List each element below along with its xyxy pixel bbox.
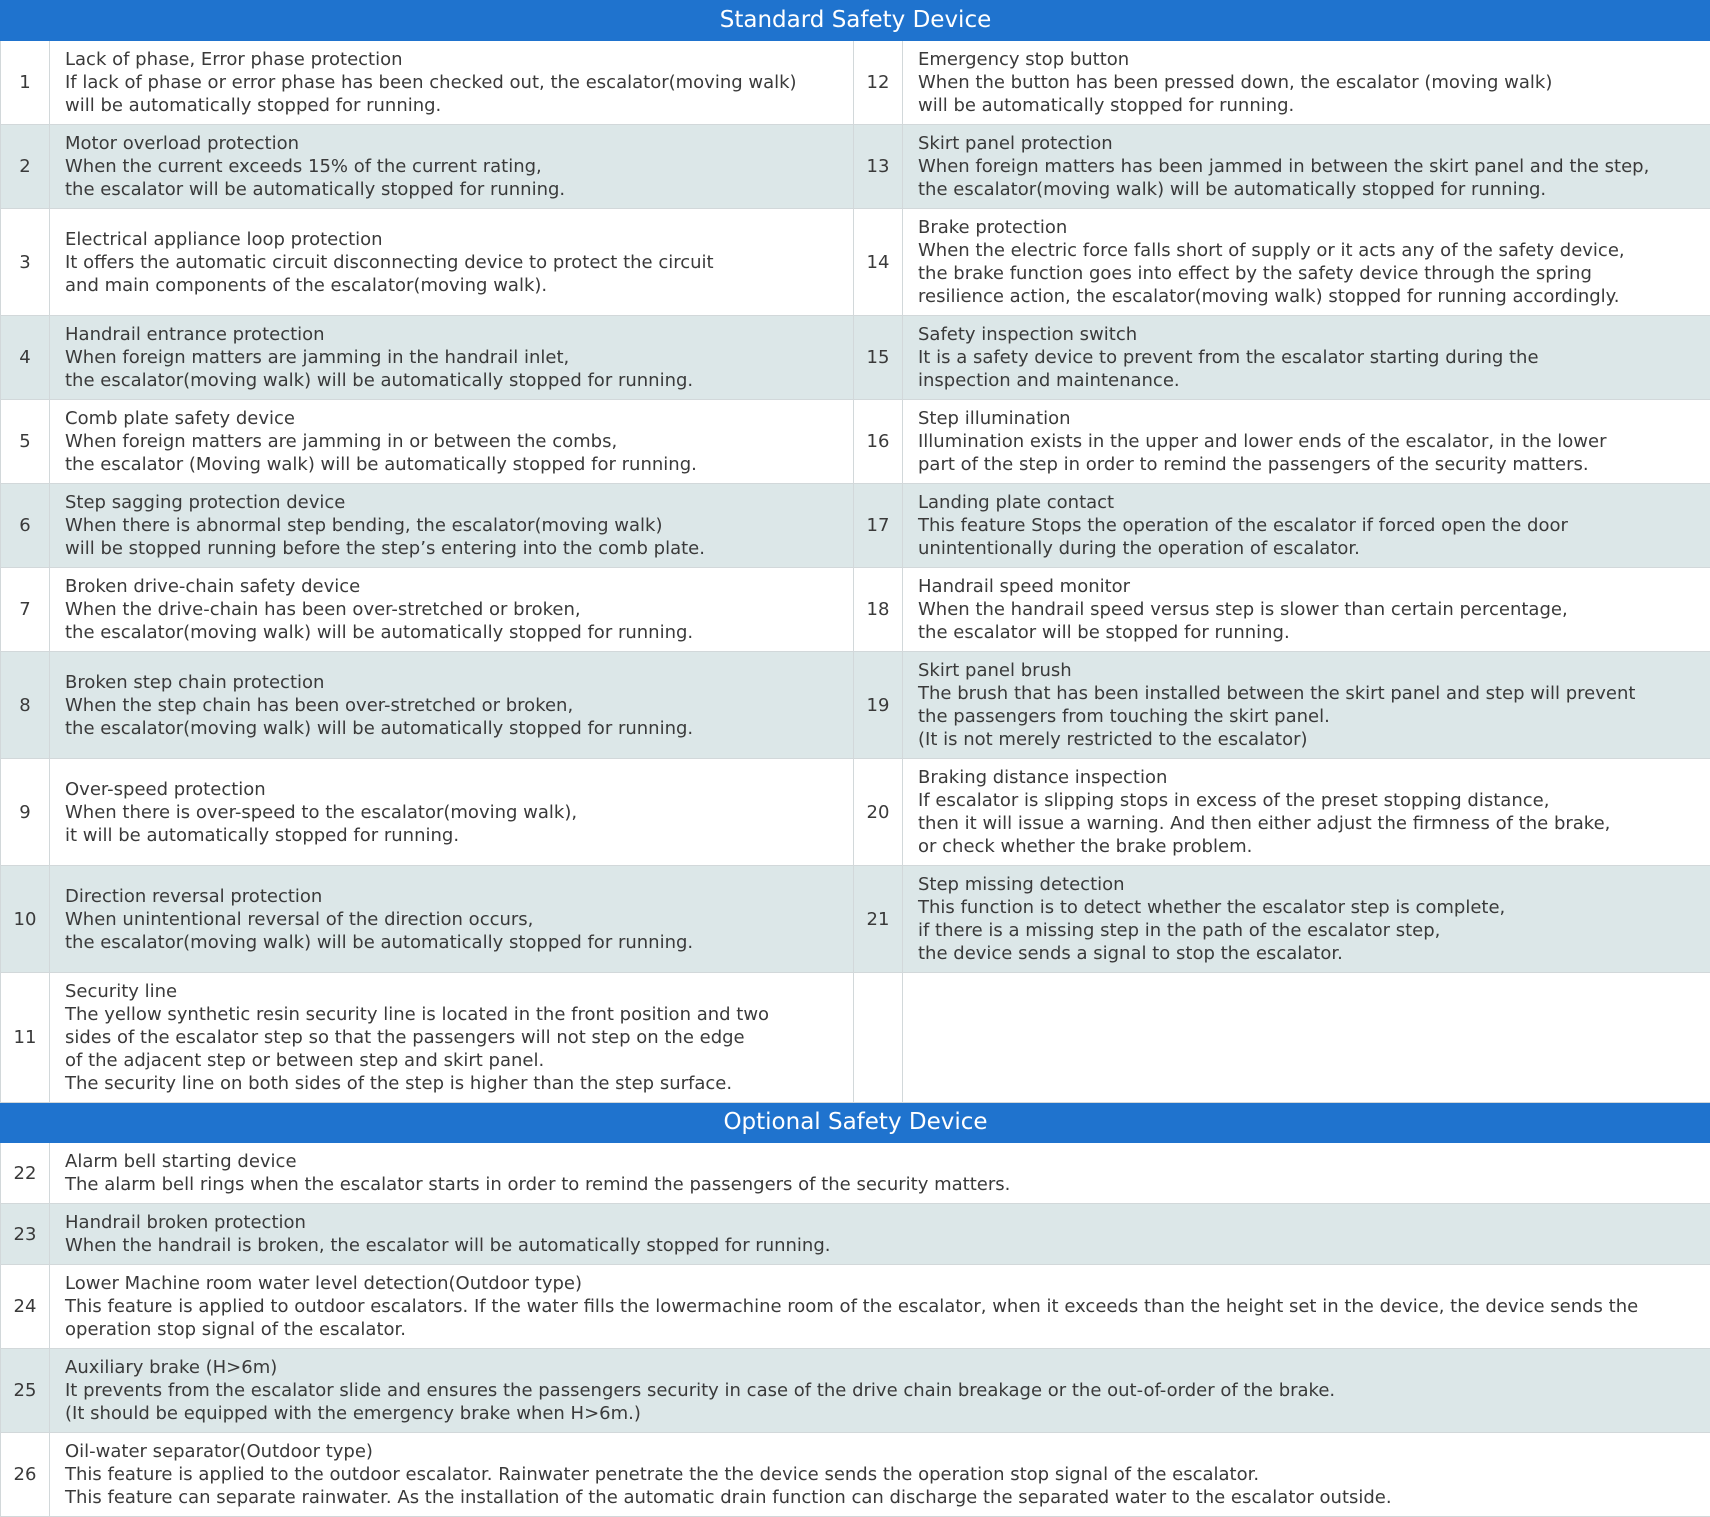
item-description [50,1349,1710,1433]
item-description [903,484,1710,568]
table-row [1,1265,1710,1349]
item-description-line: The yellow synthetic resin security line is located in the front position and two [65,1003,839,1026]
item-description-line: When foreign matters has been jammed in between the skirt panel and the step, [918,155,1696,178]
table-row [1,41,1710,125]
item-description [50,400,854,484]
item-number: 3 [1,209,50,316]
item-description [50,759,854,866]
item-number: 26 [1,1433,50,1517]
item-description-line: This feature can separate rainwater. As the installation of the automatic drain function can discharge the separated water to the escalator outside. [65,1486,1696,1509]
standard-section-title: Standard Safety Device [1,1,1710,41]
item-number: 13 [854,125,903,209]
item-number: 25 [1,1349,50,1433]
item-title: Broken drive-chain safety device [65,575,839,598]
item-description [903,316,1710,400]
item-description [903,568,1710,652]
item-description-line: and main components of the escalator(moving walk). [65,274,839,297]
item-number: 12 [854,41,903,125]
item-title: Handrail entrance protection [65,323,839,346]
table-row [1,1204,1710,1265]
item-title: Lower Machine room water level detection(Outdoor type) [65,1272,1696,1295]
item-title: Skirt panel brush [918,659,1696,682]
item-description [50,1143,1710,1204]
item-title: Lack of phase, Error phase protection [65,48,839,71]
item-number: 9 [1,759,50,866]
item-title: Braking distance inspection [918,766,1696,789]
item-description-line: This feature Stops the operation of the escalator if forced open the door [918,514,1696,537]
item-number: 14 [854,209,903,316]
item-description-line: then it will issue a warning. And then either adjust the firmness of the brake, [918,812,1696,835]
item-description-line: the brake function goes into effect by the safety device through the spring [918,262,1696,285]
item-description-line: When the handrail is broken, the escalator will be automatically stopped for running. [65,1234,1696,1257]
item-title: Comb plate safety device [65,407,839,430]
item-description-line: When the drive-chain has been over-stretched or broken, [65,598,839,621]
item-title: Direction reversal protection [65,885,839,908]
item-description [50,866,854,973]
item-description-line: When the step chain has been over-stretched or broken, [65,694,839,717]
item-description-line: The brush that has been installed between the skirt panel and step will prevent [918,682,1696,705]
item-number: 20 [854,759,903,866]
item-description-line: the escalator(moving walk) will be automatically stopped for running. [918,178,1696,201]
table-row [1,484,1710,568]
item-title: Over-speed protection [65,778,839,801]
table-row [1,973,1710,1103]
item-description-line: When there is abnormal step bending, the escalator(moving walk) [65,514,839,537]
item-description-line: This feature is applied to outdoor escalators. If the water fills the lowermachine room of the escalator, when it exceeds than the height set in the device, the device sends the operation stop signal of the escalator. [65,1295,1696,1341]
item-title: Step missing detection [918,873,1696,896]
table-row [1,568,1710,652]
item-description-line: the escalator(moving walk) will be automatically stopped for running. [65,621,839,644]
table-row [1,1143,1710,1204]
item-description-line: resilience action, the escalator(moving walk) stopped for running accordingly. [918,285,1696,308]
item-description [50,1265,1710,1349]
item-number: 24 [1,1265,50,1349]
table-row [1,759,1710,866]
item-description-line: It offers the automatic circuit disconnecting device to protect the circuit [65,251,839,274]
item-number: 7 [1,568,50,652]
item-description-line: This function is to detect whether the escalator step is complete, [918,896,1696,919]
item-description [903,125,1710,209]
item-title: Brake protection [918,216,1696,239]
item-description [903,400,1710,484]
item-description [50,1204,1710,1265]
item-description-line: will be automatically stopped for running. [918,94,1696,117]
item-description-line: if there is a missing step in the path of the escalator step, [918,919,1696,942]
item-description-line: will be automatically stopped for running. [65,94,839,117]
item-description-line: of the adjacent step or between step and skirt panel. [65,1049,839,1072]
table-row [1,125,1710,209]
item-description-line: the escalator(moving walk) will be automatically stopped for running. [65,369,839,392]
item-title: Auxiliary brake (H>6m) [65,1356,1696,1379]
table-row [1,866,1710,973]
table-row [1,1349,1710,1433]
item-description-line: When the current exceeds 15% of the current rating, [65,155,839,178]
item-description [50,484,854,568]
item-description [50,316,854,400]
item-description-line: When foreign matters are jamming in the handrail inlet, [65,346,839,369]
item-title: Step illumination [918,407,1696,430]
item-description [50,41,854,125]
table-row [1,652,1710,759]
item-number: 10 [1,866,50,973]
item-description [903,866,1710,973]
table-row [1,209,1710,316]
optional-section-title: Optional Safety Device [1,1103,1710,1143]
item-description-line: When the button has been pressed down, the escalator (moving walk) [918,71,1696,94]
item-title: Step sagging protection device [65,491,839,514]
item-description-line: The security line on both sides of the step is higher than the step surface. [65,1072,839,1095]
item-description [903,759,1710,866]
item-description [50,209,854,316]
item-description-line: the device sends a signal to stop the escalator. [918,942,1696,965]
item-description-line: If lack of phase or error phase has been checked out, the escalator(moving walk) [65,71,839,94]
item-description [50,1433,1710,1517]
item-description-line: When the handrail speed versus step is slower than certain percentage, [918,598,1696,621]
item-description-line: the escalator will be automatically stopped for running. [65,178,839,201]
item-title: Handrail broken protection [65,1211,1696,1234]
item-title: Alarm bell starting device [65,1150,1696,1173]
item-number: 5 [1,400,50,484]
item-number: 21 [854,866,903,973]
item-description-line: This feature is applied to the outdoor escalator. Rainwater penetrate the the device sends the operation stop signal of the escalator. [65,1463,1696,1486]
item-description-line: the escalator will be stopped for running. [918,621,1696,644]
item-description-line: the escalator (Moving walk) will be automatically stopped for running. [65,453,839,476]
item-number: 19 [854,652,903,759]
item-description-line: (It should be equipped with the emergency brake when H>6m.) [65,1402,1696,1425]
item-title: Motor overload protection [65,132,839,155]
item-number: 6 [1,484,50,568]
item-description-line: (It is not merely restricted to the escalator) [918,728,1696,751]
item-title: Safety inspection switch [918,323,1696,346]
item-number: 4 [1,316,50,400]
item-number: 11 [1,973,50,1103]
item-number [854,973,903,1103]
item-description-line: If escalator is slipping stops in excess of the preset stopping distance, [918,789,1696,812]
item-number: 15 [854,316,903,400]
item-description-line: When foreign matters are jamming in or between the combs, [65,430,839,453]
table-row [1,1433,1710,1517]
item-description-line: When the electric force falls short of supply or it acts any of the safety device, [918,239,1696,262]
item-title: Skirt panel protection [918,132,1696,155]
table-row [1,400,1710,484]
item-title: Security line [65,980,839,1003]
item-description [50,568,854,652]
item-description-line: unintentionally during the operation of escalator. [918,537,1696,560]
item-description-line: sides of the escalator step so that the passengers will not step on the edge [65,1026,839,1049]
item-description [903,973,1710,1103]
item-number: 1 [1,41,50,125]
item-description-line: It prevents from the escalator slide and ensures the passengers security in case of the drive chain breakage or the out-of-order of the brake. [65,1379,1696,1402]
item-number: 16 [854,400,903,484]
item-number: 18 [854,568,903,652]
item-title: Oil-water separator(Outdoor type) [65,1440,1696,1463]
item-description-line: inspection and maintenance. [918,369,1696,392]
item-title: Broken step chain protection [65,671,839,694]
item-description [50,652,854,759]
item-number: 22 [1,1143,50,1204]
item-description-line: Illumination exists in the upper and lower ends of the escalator, in the lower [918,430,1696,453]
item-description-line: the passengers from touching the skirt panel. [918,705,1696,728]
item-description [50,125,854,209]
item-title: Emergency stop button [918,48,1696,71]
item-description-line: it will be automatically stopped for running. [65,824,839,847]
item-number: 8 [1,652,50,759]
item-title: Landing plate contact [918,491,1696,514]
item-description-line: When unintentional reversal of the direction occurs, [65,908,839,931]
item-title: Handrail speed monitor [918,575,1696,598]
item-description-line: the escalator(moving walk) will be automatically stopped for running. [65,717,839,740]
item-description-line: The alarm bell rings when the escalator starts in order to remind the passengers of the security matters. [65,1173,1696,1196]
item-description-line: When there is over-speed to the escalator(moving walk), [65,801,839,824]
item-description-line: or check whether the brake problem. [918,835,1696,858]
item-description [903,41,1710,125]
item-number: 17 [854,484,903,568]
item-description-line: will be stopped running before the step’s entering into the comb plate. [65,537,839,560]
item-description [903,652,1710,759]
item-description [50,973,854,1103]
item-number: 2 [1,125,50,209]
item-description-line: It is a safety device to prevent from the escalator starting during the [918,346,1696,369]
item-description-line: the escalator(moving walk) will be automatically stopped for running. [65,931,839,954]
item-description-line: part of the step in order to remind the passengers of the security matters. [918,453,1696,476]
item-number: 23 [1,1204,50,1265]
item-title: Electrical appliance loop protection [65,228,839,251]
item-description [903,209,1710,316]
table-row [1,316,1710,400]
